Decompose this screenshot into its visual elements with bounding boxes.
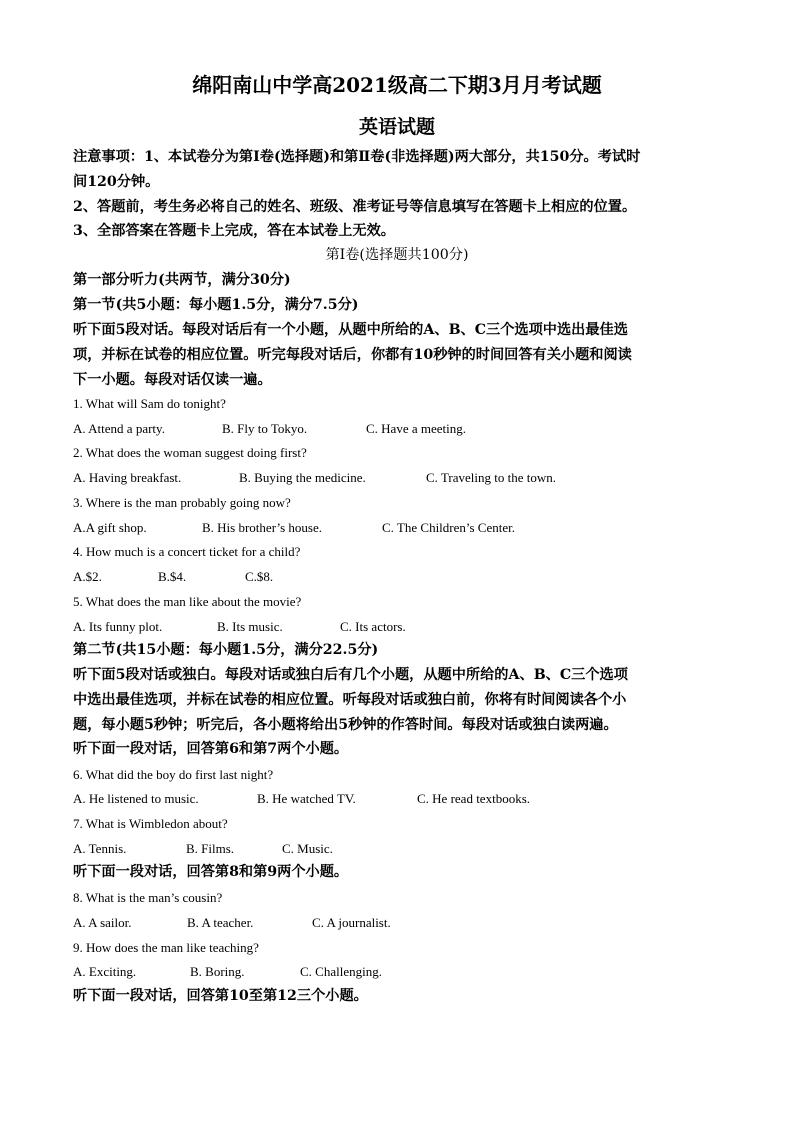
- question-7-option-a: A. Tennis.: [73, 841, 127, 856]
- question-6-option-c: C. He read textbooks.: [417, 791, 531, 806]
- section-1-instruction-3: 下一小题。每段对话仅读一遍。: [73, 372, 272, 388]
- question-6: 6. What did the boy do first last night?: [73, 767, 274, 782]
- section-2-instruction-1: 听下面5段对话或独白。每段对话或独白后有几个小题，从题中所给的A、B、C三个选项: [73, 667, 628, 683]
- part-1-heading: 第一部分听力(共两节，满分30分): [73, 272, 291, 288]
- page-title: 绵阳南山中学高2021级高二下期3月月考试题: [192, 73, 602, 97]
- question-1-option-c: C. Have a meeting.: [366, 421, 466, 436]
- question-2-option-a: A. Having breakfast.: [73, 470, 182, 485]
- group-prompt-8-9: 听下面一段对话，回答第8和第9两个小题。: [73, 864, 349, 880]
- question-5: 5. What does the man like about the movie?: [73, 594, 302, 609]
- question-9: 9. How does the man like teaching?: [73, 940, 259, 955]
- group-prompt-10-12: 听下面一段对话，回答第10至第12三个小题。: [73, 988, 368, 1004]
- section-2-instruction-3: 题，每小题5秒钟；听完后，各小题将给出5秒钟的作答时间。每段对话或独白读两遍。: [73, 717, 618, 733]
- question-7: 7. What is Wimbledon about?: [73, 816, 228, 831]
- question-9-option-a: A. Exciting.: [73, 964, 137, 979]
- volume-1-heading: 第Ⅰ卷(选择题共100分): [325, 247, 469, 263]
- notes-line-2: 间120分钟。: [73, 174, 160, 190]
- question-8: 8. What is the man’s cousin?: [73, 890, 223, 905]
- question-3-option-c: C. The Children’s Center.: [382, 520, 515, 535]
- question-3: 3. Where is the man probably going now?: [73, 495, 291, 510]
- section-1-instruction-2: 项，并标在试卷的相应位置。听完每段对话后，你都有10秒钟的时间回答有关小题和阅读: [73, 347, 632, 363]
- question-1: 1. What will Sam do tonight?: [73, 396, 226, 411]
- question-6-option-b: B. He watched TV.: [257, 791, 356, 806]
- section-2-heading: 第二节(共15小题：每小题1.5分，满分22.5分): [73, 642, 379, 658]
- question-2-option-b: B. Buying the medicine.: [239, 470, 366, 485]
- question-8-option-b: B. A teacher.: [187, 915, 254, 930]
- notes-line-3: 2、答题前，考生务必将自己的姓名、班级、准考证号等信息填写在答题卡上相应的位置。: [73, 199, 637, 215]
- question-8-option-c: C. A journalist.: [312, 915, 391, 930]
- notes-line-4: 3、全部答案在答题卡上完成，答在本试卷上无效。: [73, 223, 395, 239]
- question-1-option-a: A. Attend a party.: [73, 421, 165, 436]
- group-prompt-6-7: 听下面一段对话，回答第6和第7两个小题。: [73, 741, 349, 757]
- section-2-instruction-2: 中选出最佳选项，并标在试卷的相应位置。听每段对话或独白前，你将有时间阅读各个小: [73, 692, 627, 708]
- question-5-option-c: C. Its actors.: [340, 619, 406, 634]
- question-6-option-a: A. He listened to music.: [73, 791, 199, 806]
- question-3-option-a: A.A gift shop.: [73, 520, 147, 535]
- notes-line-1: 注意事项：1、本试卷分为第Ⅰ卷(选择题)和第Ⅱ卷(非选择题)两大部分，共150分。考试时: [73, 149, 641, 165]
- question-9-option-c: C. Challenging.: [300, 964, 382, 979]
- question-8-option-a: A. A sailor.: [73, 915, 132, 930]
- section-1-heading: 第一节(共5小题：每小题1.5分，满分7.5分): [73, 297, 359, 313]
- question-7-option-b: B. Films.: [186, 841, 235, 856]
- question-4-option-b: B.$4.: [158, 569, 187, 584]
- question-2: 2. What does the woman suggest doing first?: [73, 445, 307, 460]
- question-9-option-b: B. Boring.: [190, 964, 245, 979]
- question-3-option-b: B. His brother’s house.: [202, 520, 323, 535]
- question-4: 4. How much is a concert ticket for a child?: [73, 544, 301, 559]
- question-1-option-b: B. Fly to Tokyo.: [222, 421, 308, 436]
- question-2-option-c: C. Traveling to the town.: [426, 470, 557, 485]
- question-7-option-c: C. Music.: [282, 841, 333, 856]
- question-4-option-c: C.$8.: [245, 569, 274, 584]
- question-5-option-a: A. Its funny plot.: [73, 619, 163, 634]
- section-1-instruction-1: 听下面5段对话。每段对话后有一个小题，从题中所给的A、B、C三个选项中选出最佳选: [73, 322, 628, 338]
- question-5-option-b: B. Its music.: [217, 619, 283, 634]
- question-4-option-a: A.$2.: [73, 569, 102, 584]
- page-subtitle: 英语试题: [358, 116, 435, 138]
